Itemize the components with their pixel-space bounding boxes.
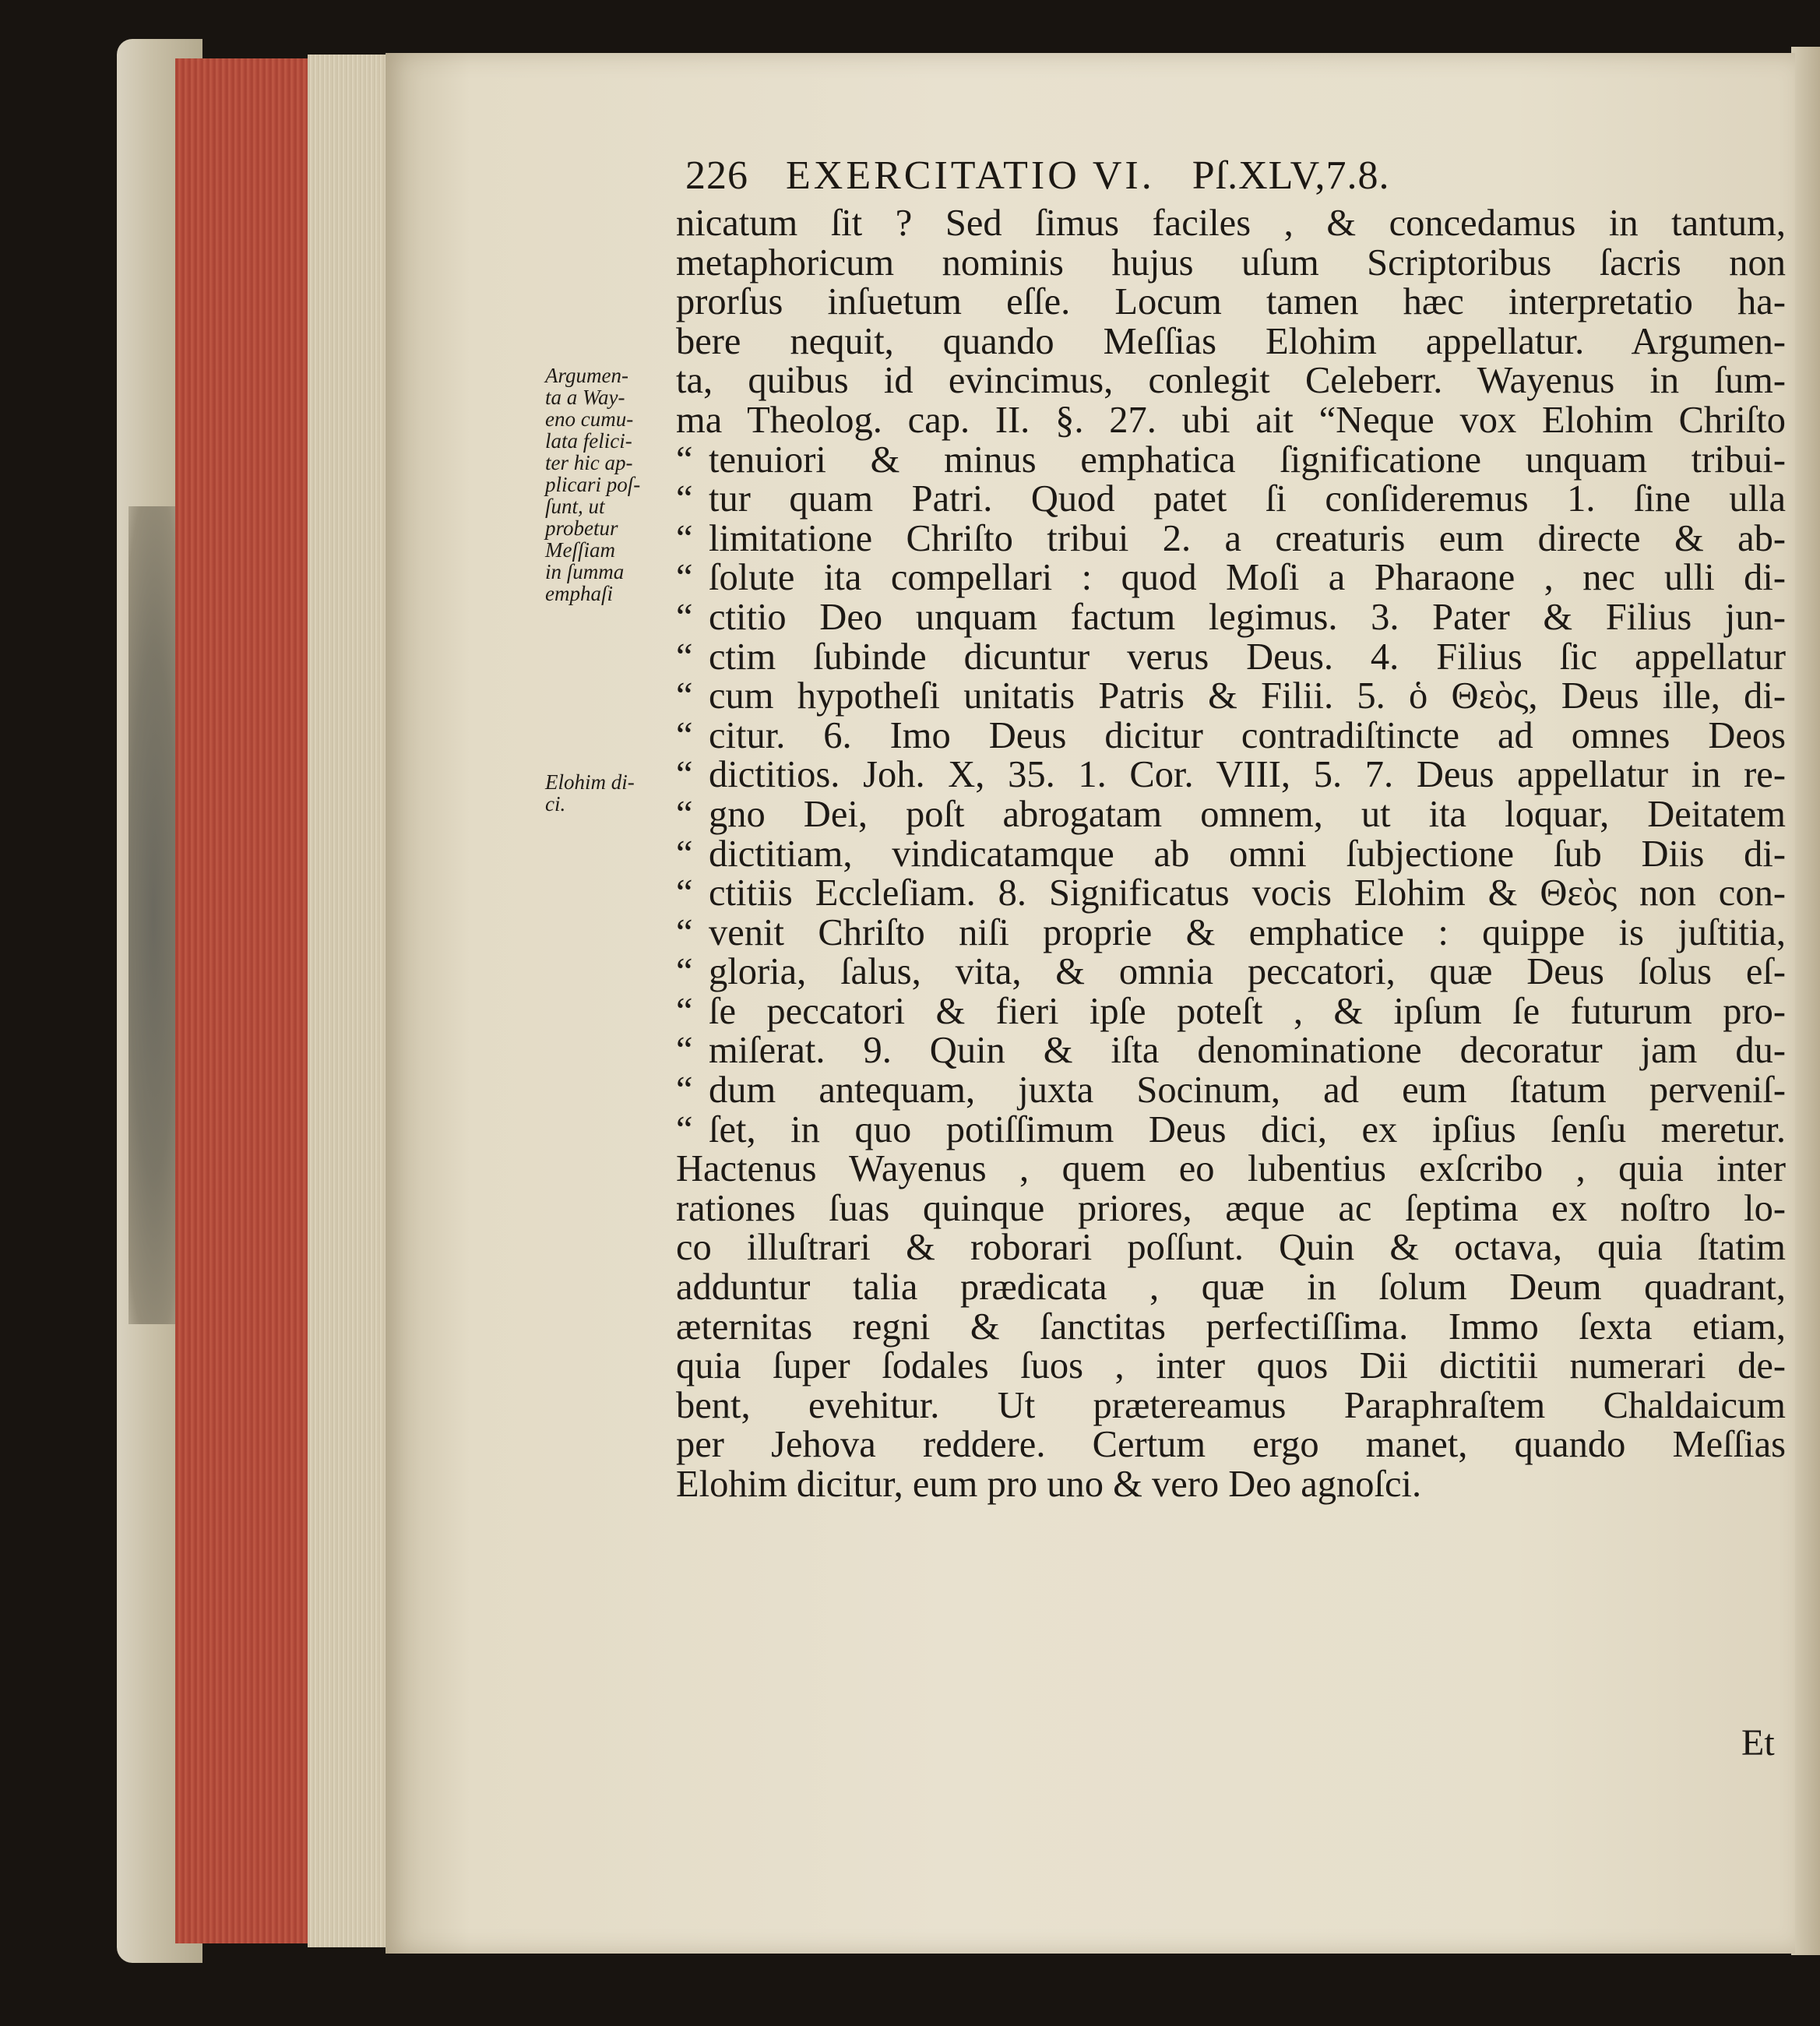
marginal-note-line: ter hic ap- (545, 451, 633, 474)
text-line (676, 480, 1786, 520)
running-title: EXERCITATIO VI. (786, 153, 1155, 198)
text-line (676, 441, 1786, 481)
quote-mark: “ (676, 911, 693, 953)
marginal-note-line: plicari poſ- (545, 473, 641, 496)
text-line (676, 322, 1786, 362)
line-text: æternitas regni & ſanctitas perfectiſſima. Immo ſexta etiam, (676, 1305, 1786, 1348)
page-number: 226 (685, 153, 748, 198)
line-text: nicatum ſit ? Sed ſimus faciles , & concedamus in tantum, (676, 203, 1786, 244)
text-line (676, 401, 1786, 441)
text-line (676, 558, 1786, 598)
text-line (676, 598, 1786, 638)
line-text: prorſus inſuetum eſſe. Locum tamen hæc interpretatio ha- (676, 281, 1786, 323)
quote-mark: “ (676, 478, 693, 520)
text-line (676, 1108, 1786, 1150)
line-text: quia ſuper ſodales ſuos , inter quos Dii dictitii numerari de- (676, 1345, 1786, 1387)
line-text: Elohim dicitur, eum pro uno & vero Deo agnoſci. (676, 1464, 1422, 1505)
quote-mark: “ (676, 596, 693, 638)
text-line (676, 283, 1786, 322)
line-text: rationes ſuas quinque priores, æque ac ſeptima ex noſtro lo- (676, 1187, 1786, 1229)
quote-mark: “ (676, 714, 693, 756)
line-text: citur. 6. Imo Deus dicitur contradiſtincte ad omnes Deos (709, 714, 1786, 756)
text-line (676, 1150, 1786, 1189)
text-line (676, 1305, 1786, 1348)
quote-mark: “ (676, 1108, 693, 1150)
quote-mark: “ (676, 872, 693, 914)
text-line (676, 1268, 1786, 1308)
quote-mark: “ (676, 439, 693, 481)
running-head (685, 153, 1791, 207)
quote-mark: “ (676, 1030, 693, 1072)
text-line (676, 795, 1786, 835)
marginal-note-line: ci. (545, 792, 566, 816)
line-text: adduntur talia prædicata , quæ in ſolum Deum quadrant, (676, 1267, 1786, 1309)
text-line (676, 677, 1786, 717)
line-text: metaphoricum nominis hujus uſum Scriptoribus ſacris non (676, 241, 1786, 284)
quote-mark: “ (676, 1069, 693, 1112)
line-text: Hactenus Wayenus , quem eo lubentius exſcribo , quia inter (676, 1148, 1786, 1190)
marginal-note-line: lata felici- (545, 429, 632, 453)
line-text: cum hypotheſi unitatis Patris & Filii. 5. ὁ Θεὸς, Deus ille, di- (709, 675, 1786, 717)
quote-mark: “ (676, 517, 693, 559)
marginal-note-line: Argumen- (545, 364, 628, 387)
text-line (676, 1386, 1786, 1426)
quote-mark: “ (676, 754, 693, 796)
text-line (676, 953, 1786, 992)
line-text: ſolute ita compellari : quod Moſi a Pharaone , nec ulli di- (709, 557, 1786, 599)
marginal-note-line: in ſumma (545, 560, 625, 583)
line-text: ta, quibus id evincimus, conlegit Celeberr. Wayenus in ſum- (676, 360, 1786, 402)
line-text: co illuſtrari & roborari poſſunt. Quin & octava, quia ſtatim (676, 1227, 1786, 1269)
red-page-edges (175, 58, 312, 1943)
quote-mark: “ (676, 675, 693, 717)
marginal-note-line: probetur (545, 516, 618, 540)
body-text (676, 204, 1786, 1505)
text-line (676, 714, 1786, 756)
text-line (676, 756, 1786, 795)
text-line (676, 1071, 1786, 1111)
marginal-note-line: ta a Way- (545, 386, 625, 409)
quote-mark: “ (676, 557, 693, 599)
text-line (676, 1228, 1786, 1268)
quote-mark: “ (676, 833, 693, 875)
text-line (676, 992, 1786, 1032)
marginal-note-arguments (545, 365, 678, 604)
line-text: dum antequam, juxta Socinum, ad eum ſtatum perveniſ- (709, 1069, 1786, 1112)
marginal-note-line: Meſſiam (545, 538, 615, 562)
line-text: ctitiis Eccleſiam. 8. Significatus vocis Elohim & Θεὸς non con- (709, 872, 1786, 914)
line-text: ſet, in quo potiſſimum Deus dici, ex ipſius ſenſu meretur. (709, 1108, 1786, 1150)
text-line (676, 911, 1786, 953)
catchword: Et (1741, 1722, 1775, 1764)
marginal-note-line: Elohim di- (545, 770, 635, 794)
text-line (676, 1031, 1786, 1071)
line-text: per Jehova reddere. Certum ergo manet, quando Meſſias (676, 1424, 1786, 1466)
text-line (676, 638, 1786, 678)
line-text: dictitios. Joh. X, 35. 1. Cor. VIII, 5. 7. Deus appellatur in re- (709, 754, 1786, 796)
marginal-note-elohim (545, 771, 678, 815)
line-text: gno Dei, poſt abrogatam omnem, ut ita loquar, Deitatem (709, 793, 1786, 835)
marginal-note-line: emphaſi (545, 582, 613, 605)
text-line (676, 361, 1786, 401)
quote-mark: “ (676, 793, 693, 835)
text-line (676, 241, 1786, 284)
line-text: ma Theolog. cap. II. §. 27. ubi ait “Neque vox Elohim Chriſto (676, 399, 1786, 441)
text-line (676, 835, 1786, 875)
right-page-edge (1791, 47, 1820, 1955)
line-text: limitatione Chriſto tribui 2. a creaturis eum directe & ab- (709, 517, 1786, 559)
text-line (676, 1465, 1786, 1505)
line-text: tenuiori & minus emphatica ſignificatione unquam tribui- (709, 439, 1786, 481)
line-text: ctitio Deo unquam factum legimus. 3. Pater & Filius jun- (709, 596, 1786, 638)
quote-mark: “ (676, 636, 693, 678)
line-text: dictitiam, vindicatamque ab omni ſubjectione ſub Diis di- (709, 833, 1786, 875)
psalm-reference: Pſ.XLV,7.8. (1192, 153, 1390, 198)
line-text: miſerat. 9. Quin & iſta denominatione decoratur jam du- (709, 1030, 1786, 1072)
text-line (676, 874, 1786, 914)
marginal-note-line: ſunt, ut (545, 495, 605, 518)
line-text: tur quam Patri. Quod patet ſi conſideremus 1. ſine ulla (709, 478, 1786, 520)
line-text: venit Chriſto niſi proprie & emphatice : quippe is juſtitia, (709, 911, 1786, 953)
line-text: gloria, ſalus, vita, & omnia peccatori, quæ Deus ſolus eſ- (709, 951, 1786, 993)
line-text: ſe peccatori & fieri ipſe poteſt , & ipſum ſe futurum pro- (709, 990, 1786, 1032)
line-text: bere nequit, quando Meſſias Elohim appellatur. Argumen- (676, 320, 1786, 362)
text-line (676, 1189, 1786, 1229)
text-line (676, 517, 1786, 559)
line-text: ctim ſubinde dicuntur verus Deus. 4. Filius ſic appellatur (709, 636, 1786, 678)
quote-mark: “ (676, 990, 693, 1032)
marginal-note-line: eno cumu- (545, 407, 634, 431)
quote-mark: “ (676, 951, 693, 993)
text-line (676, 1347, 1786, 1386)
text-line (676, 204, 1786, 244)
page-edges (308, 55, 389, 1947)
text-line (676, 1425, 1786, 1465)
line-text: bent, evehitur. Ut prætereamus Paraphraſtem Chaldaicum (676, 1384, 1786, 1426)
